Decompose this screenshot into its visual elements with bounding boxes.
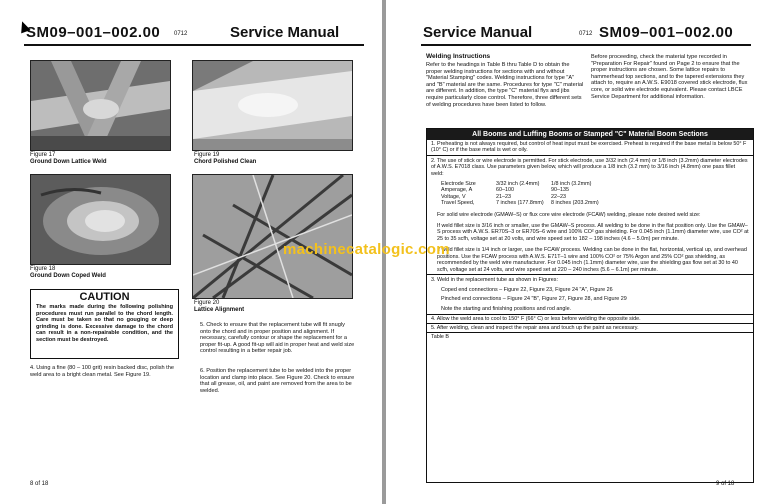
fcaw-note: If weld fillet size is 1/4 inch or larger, use the FCAW process. Welding can be done in the flat, horizontal, vertical up, and overhead positions. Use the FCAW process with A.W.S. E71T–1 wire and 100% CO² or 75% Argon and 25% CO² gas shielding, as recommended by the weld wire manufacturer. For 0.045 inch (1.1mm) diameter wire, use the shielding gas flow set at 30 to 40 scfh, voltage set at 24 volts, and wire speed set at 220 – 240 inches (5.6 – 6.1m) per minute. (427, 243, 753, 275)
page-number: 8 of 18 (30, 481, 49, 487)
document-code: SM09–001–002.00 (599, 24, 734, 41)
figure-19-photo (192, 60, 353, 151)
page-number: 9 of 18 (716, 481, 735, 487)
page-title: Service Manual (230, 24, 340, 41)
step-4: 4. Using a fine (80 – 100 grit) resin backed disc, polish the weld area to a bright clean metal. See Figure 19. (30, 365, 174, 378)
electrode-table: Electrode Size 3/32 inch (2.4mm) 1/8 inch (3.2mm) Amperage, A 60–100 90–135 Voltage, V 21–23 22–23 Travel Speed, 7 inches (177.8mm) 8 inches (203.2mm) (441, 181, 599, 207)
revision-date: 0712 (174, 31, 188, 37)
welding-table (426, 128, 754, 483)
caution-box (30, 289, 179, 359)
step-6: 6. Position the replacement tube to be welded into the proper location and clamp into place. See Figure 20. Check to ensure that all grease, oil, and paint are removed from the area to be welded. (200, 368, 355, 394)
figure-20-caption: Figure 20 Lattice Alignment (194, 300, 245, 313)
table-title: All Booms and Luffing Booms or Stamped "C" Material Boom Sections (427, 129, 753, 140)
figure-18-photo (30, 174, 171, 265)
figure-19-caption: Figure 19 Chord Polished Clean (194, 152, 257, 165)
watermark: machinecatalogic.com (283, 241, 450, 258)
section-heading: Welding Instructions (426, 53, 491, 60)
step-5: 5. Check to ensure that the replacement tube will fit snugly onto the chord and in proper position and alignment. If necessary, carefully contour or shape the replacement for a proper fit-up. A good fit-up will aid in proper heat and weld size control resulting in a better repair job. (200, 322, 355, 355)
figure-20-photo (192, 174, 353, 299)
wire-note: For solid wire electrode (GMAW–S) or flux core wire electrode (FCAW) welding, please note desired weld size: (437, 211, 701, 218)
figure-18-caption: Figure 18 Ground Down Coped Weld (30, 266, 106, 279)
header-rule (24, 44, 364, 46)
gmaw-note: If weld fillet size is 3/16 inch or smaller, use the GMAW–S process. All welding to be done in the flat position only. Use the GMAW–S process with A.W.S. ER70S–3 or ER70S–6 wire and 100% CO² gas shielding. For 0.045 inch (1.1mm) diameter wire, use CO² at 25 to 35 scfh, voltage set at 20 volts, and wire speed set to 182 – 198 inches (4.6 – 5.0m) per minute. (437, 223, 749, 242)
caution-title: CAUTION (79, 291, 130, 303)
header-rule (421, 44, 751, 46)
start-finish-note: Note the starting and finishing positions and rod angle. (427, 303, 753, 314)
table-item-4: 4. Allow the weld area to cool to 150° F (66° C) or less before welding the opposite side. (427, 315, 753, 324)
figure-17-photo (30, 60, 171, 151)
page-title: Service Manual (423, 24, 533, 41)
pinched-connections: Pinched end connections – Figure 24 "B", Figure 27, Figure 28, and Figure 29 (441, 295, 627, 302)
document-code: SM09–001–002.00 (26, 24, 161, 41)
intro-right: Before proceeding, check the material type recorded in "Preparation For Repair" found on Page 2 to ensure that the proper instructions are chosen. Some lattice repairs to hammerhead top sections, and to the tapered extensions they attach to, require an A.W.S. E9018 covered stick electrode, flux core, or solid wire electrode equivalent. Please contact LBCE Service Department for additional information. (591, 54, 748, 100)
figure-17-caption: Figure 17 Ground Down Lattice Weld (30, 152, 107, 165)
table-item-5: 5. After welding, clean and inspect the repair area and touch up the paint as necessary. (427, 324, 753, 333)
table-item-2: 2. The use of stick or wire electrode is permitted. For stick electrode, use 3/32 inch (2.4 mm) or 1/8 inch (3.2mm) diameter electrodes of A.W.S. E7018 class. Use parameters given below, which will produce a 1/8 inch (3.2 mm) to 3/16 inch (4.8mm) one pass fillet weld: (431, 157, 748, 177)
revision-date: 0712 (579, 31, 593, 37)
intro-left: Refer to the headings in Table B thru Table D to obtain the proper welding instructions for sections with and without "Material Stamping" codes. Welding instructions for type "A" and "B" material are the same. Procedures for type "C" material are different. In addition, the type "C" material flys and jibs require particularly close control. Therefore, three different sets of welding procedures have been listed to follow. (426, 62, 584, 108)
caution-text: The marks made during the following polishing procedures must run parallel to the chord length. Care must be taken so that no gouging or deep grinding is done. Excessive damage to the chord can result in a non-repairable condition, and the section must be destroyed. (36, 304, 173, 343)
table-item-1: 1. Preheating is not always required, but control of heat input must be exercised. Preheat is required if the base metal is below 50° F (10° C) or if the base metal is wet or oily. (427, 140, 753, 156)
table-label: Table B (431, 334, 449, 341)
table-item-3: 3. Weld in the replacement tube as shown in Figures: (431, 276, 558, 283)
coped-connections: Coped end connections – Figure 22, Figure 23, Figure 24 "A", Figure 26 (441, 287, 613, 294)
